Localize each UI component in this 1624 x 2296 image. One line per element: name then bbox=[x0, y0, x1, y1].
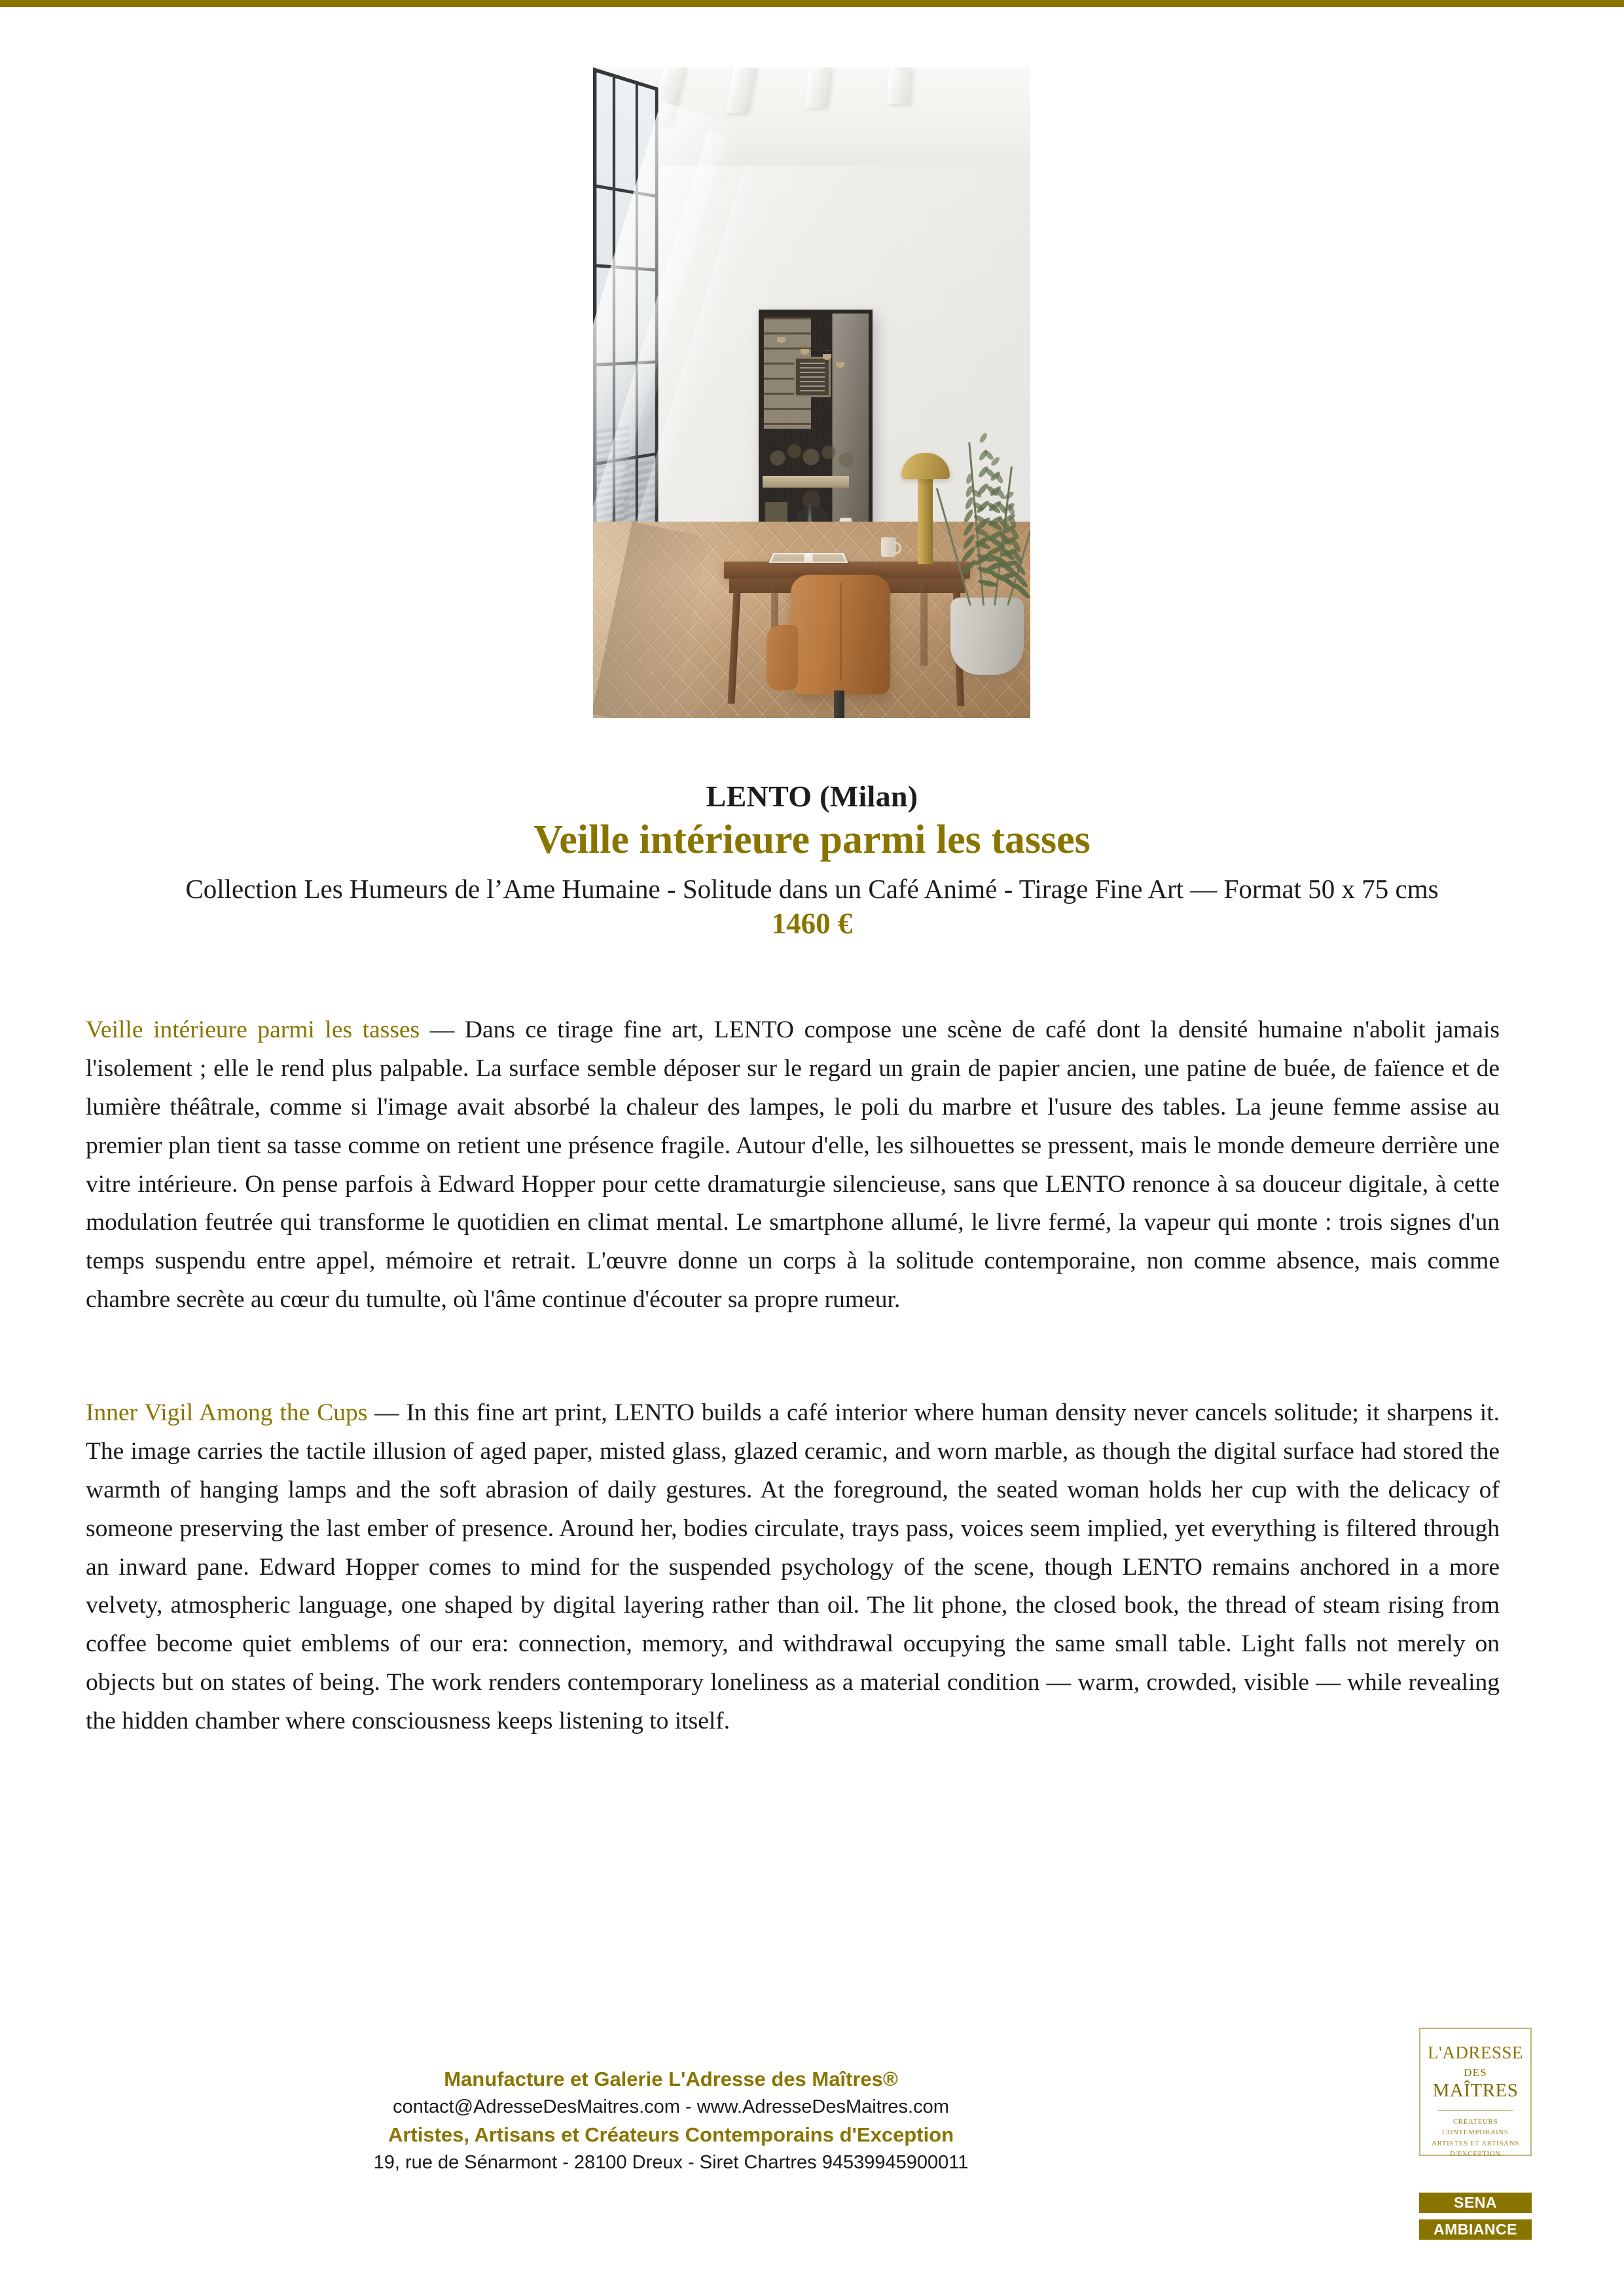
plant-leaf bbox=[1003, 490, 1015, 501]
badge-ambiance: AMBIANCE bbox=[1419, 2219, 1532, 2240]
collection-line: Collection Les Humeurs de l’Ame Humaine - Solitude dans un Café Animé - Tirage Fine Art — Format 50 x 75 cms bbox=[185, 874, 1439, 904]
logo-line-maitres: MAÎTRES bbox=[1432, 2079, 1519, 2101]
description-text-fr: Dans ce tirage fine art, LENTO compose une scène de café dont la densité humaine n'abolit jamais l'isolement ; elle le rend plus palpable. La surface semble déposer sur le regard un grain de papier ancien, une patine de buée, de faïence et de lumière théâtrale, comme si l'image avait absorbé la chaleur des lampes, le poli du marbre et l'usure des tables. La jeune femme assise au premier plan tient sa tasse comme on retient une présence fragile. Autour d'elle, les silhouettes se pressent, mais le monde demeure derrière une vitre intérieure. On pense parfois à Edward Hopper pour cette dramaturgie silencieuse, sans que LENTO renonce à sa douceur digitale, à cette modulation feutrée qui transforme le quotidien en climat mental. Le smartphone allumé, le livre fermé, la vapeur qui monte : trois signes d'un temps suspendu entre appel, mémoire et retrait. L'œuvre donne un corps à la solitude contemporaine, non comme absence, mais comme chambre secrète au cœur du tumulte, où l'âme continue d'écouter sa propre rumeur. bbox=[86, 1016, 1500, 1314]
industrial-window bbox=[593, 67, 658, 584]
plant-leaf bbox=[994, 472, 1004, 484]
olive-tree bbox=[919, 429, 1029, 605]
logo-fine-print-1: CRÉATEURS CONTEMPORAINS bbox=[1442, 2117, 1509, 2137]
cafe-counter bbox=[763, 476, 849, 488]
window-frame bbox=[593, 67, 658, 584]
description-dash-fr: — bbox=[420, 1016, 465, 1043]
footer bbox=[0, 2065, 1342, 2176]
hanging-lamp bbox=[836, 362, 844, 368]
artwork-title: Veille intérieure parmi les tasses bbox=[533, 817, 1091, 862]
logo-line-des: DES bbox=[1464, 2066, 1487, 2079]
logo-divider bbox=[1437, 2110, 1513, 2111]
logo-fine-print-3: D'EXCEPTION bbox=[1450, 2150, 1501, 2159]
description-text-en: In this fine art print, LENTO builds a café interior where human density never cancels solitude; it sharpens it. The image carries the tactile illusion of aged paper, misted glass, glazed ceramic, and worn marble, as though the digital surface had stored the warmth of hanging lamps and the soft abrasion of daily gestures. At the foreground, the seated woman holds her cup with the delicacy of someone preserving the last ember of presence. Around her, bodies circulate, trays pass, voices seem implied, yet everything is filtered through an inward pane. Edward Hopper comes to mind for the suspended psychology of the scene, though LENTO remains anchored in a more velvety, atmospheric language, one shaped by digital layering rather than oil. The lit phone, the closed book, the thread of steam rising from coffee become quiet emblems of our era: connection, memory, and withdrawal occupying the same small table. Light falls not merely on objects but on states of being. The work renders contemporary loneliness as a material condition — warm, crowded, visible — while revealing the hidden chamber where consciousness keeps listening to itself. bbox=[86, 1399, 1500, 1734]
brand-logo-card bbox=[1419, 2028, 1532, 2159]
open-book bbox=[768, 553, 848, 563]
footer-address: 19, rue de Sénarmont - 28100 Dreux - Siret Chartres 94539945900011 bbox=[373, 2152, 969, 2174]
description-lead-en: Inner Vigil Among the Cups bbox=[86, 1399, 368, 1426]
plant-leaf bbox=[979, 432, 988, 444]
hanging-lamp bbox=[777, 337, 785, 343]
artist-name: LENTO (Milan) bbox=[706, 780, 918, 813]
hanging-lamp bbox=[823, 354, 831, 360]
logo-line-adresse: L'ADRESSE bbox=[1428, 2043, 1523, 2062]
description-paragraph-fr bbox=[86, 1011, 1500, 1319]
footer-company-name: Manufacture et Galerie L'Adresse des Maîtres® bbox=[444, 2068, 898, 2090]
top-accent-rule bbox=[0, 0, 1624, 7]
hero-artwork-photograph bbox=[593, 67, 1030, 718]
logo-fine-print-2: ARTISTES ET ARTISANS bbox=[1432, 2139, 1519, 2147]
ceramic-mug bbox=[881, 537, 896, 557]
description-lead-fr: Veille intérieure parmi les tasses bbox=[86, 1016, 420, 1043]
badge-sena: SENA bbox=[1419, 2193, 1532, 2213]
chalk-menu-board bbox=[794, 357, 831, 397]
description-dash-en: — bbox=[367, 1399, 406, 1426]
footer-tagline: Artistes, Artisans et Créateurs Contemporains d'Exception bbox=[388, 2123, 954, 2147]
description-paragraph-en bbox=[86, 1394, 1500, 1741]
footer-contact[interactable]: contact@AdresseDesMaitres.com - www.AdresseDesMaitres.com bbox=[393, 2096, 949, 2118]
plant-pot bbox=[950, 598, 1024, 675]
leather-chair-back bbox=[791, 575, 890, 694]
hanging-lamp bbox=[801, 349, 809, 355]
ceiling-beam bbox=[887, 67, 911, 104]
price: 1460 € bbox=[771, 907, 853, 940]
chair-gas-post bbox=[834, 691, 844, 718]
leather-chair-arm bbox=[767, 625, 798, 691]
